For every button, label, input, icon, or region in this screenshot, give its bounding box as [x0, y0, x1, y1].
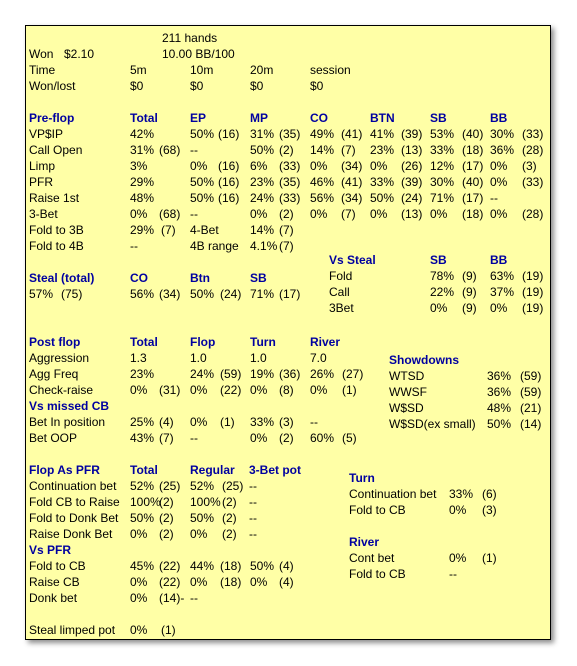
flop-pfr-cell: 0% [190, 527, 208, 541]
preflop-cell: 42% [130, 127, 155, 141]
preflop-cell: 14% [310, 143, 335, 157]
showdown-value: 36% [487, 385, 512, 399]
vs-steal-cell: (9) [462, 301, 477, 315]
preflop-cell: 0% [250, 207, 268, 221]
postflop-column-header: Flop [190, 335, 216, 349]
flop-pfr-cell: (2) [159, 511, 174, 525]
preflop-cell: 50% [190, 127, 215, 141]
postflop-cell: (36) [279, 367, 301, 381]
preflop-cell: 49% [310, 127, 335, 141]
showdown-value: 50% [487, 417, 512, 431]
preflop-cell: 24% [250, 191, 275, 205]
preflop-cell: 0% [370, 159, 388, 173]
preflop-cell: (2) [279, 143, 294, 157]
preflop-cell: 50% [190, 191, 215, 205]
postflop-cell: 0% [190, 383, 208, 397]
preflop-cell: (16) [218, 191, 240, 205]
preflop-cell: (28) [522, 207, 544, 221]
vs-pfr-cell: 44% [190, 559, 215, 573]
vs-pfr-row-label: Raise CB [29, 575, 80, 589]
preflop-cell: 56% [310, 191, 335, 205]
preflop-cell: (33) [522, 127, 544, 141]
preflop-cell: 0% [190, 159, 208, 173]
flop-pfr-cell: 100% [190, 495, 221, 509]
missed-cb-cell: 0% [190, 415, 208, 429]
vs-pfr-cell: (22) [159, 575, 181, 589]
vs-pfr-cell: (4) [279, 559, 294, 573]
preflop-cell: 23% [250, 175, 275, 189]
flop-pfr-cell: (2) [222, 511, 237, 525]
vs-pfr-cell: 0% [250, 575, 268, 589]
preflop-cell: 6% [250, 159, 268, 173]
preflop-cell: (34) [341, 191, 363, 205]
showdown-label: W$SD(ex small) [389, 417, 476, 431]
missed-cb-row-label: Bet OOP [29, 431, 78, 445]
preflop-cell: (7) [279, 223, 294, 237]
steal-limped-label: Steal limped pot [29, 623, 116, 637]
vs-steal-cell: 22% [430, 285, 455, 299]
vs-pfr-cell: (18) [220, 575, 242, 589]
preflop-cell: 0% [310, 207, 328, 221]
preflop-cell: -- [190, 143, 198, 157]
preflop-cell: (68) [159, 207, 181, 221]
preflop-cell: (13) [401, 143, 423, 157]
preflop-cell: 0% [490, 207, 508, 221]
wonlost-value: $0 [130, 79, 144, 93]
missed-cb-cell: (1) [220, 415, 235, 429]
vs-pfr-cell: 0% [130, 591, 148, 605]
preflop-cell: (3) [522, 159, 537, 173]
flop-pfr-row-label: Raise Donk Bet [29, 527, 113, 541]
preflop-cell: 30% [490, 127, 515, 141]
preflop-cell: (33) [279, 191, 301, 205]
turn-title: Turn [349, 471, 375, 485]
showdown-label: W$SD [389, 401, 424, 415]
missed-cb-cell: 60% [310, 431, 335, 445]
preflop-row-label: Raise 1st [29, 191, 80, 205]
flop-pfr-column-header: Total [130, 463, 158, 477]
preflop-cell: 31% [250, 127, 275, 141]
preflop-column-header: BB [490, 111, 508, 125]
turn-value: 0% [449, 503, 467, 517]
time-label: Time [29, 63, 56, 77]
postflop-row-label: Check-raise [29, 383, 94, 397]
preflop-row-label: Limp [29, 159, 56, 173]
postflop-cell: 26% [310, 367, 335, 381]
showdown-label: WWSF [389, 385, 427, 399]
preflop-cell: 30% [430, 175, 455, 189]
preflop-cell: 53% [430, 127, 455, 141]
showdown-count: (59) [520, 385, 542, 399]
vs-steal-column-header: BB [490, 253, 508, 267]
vs-pfr-cell: (22) [159, 559, 181, 573]
postflop-cell: (1) [342, 383, 357, 397]
preflop-cell: 0% [310, 159, 328, 173]
preflop-cell: -- [190, 207, 198, 221]
postflop-cell: 0% [250, 383, 268, 397]
flop-pfr-cell: 50% [190, 511, 215, 525]
missed-cb-row-label: Bet In position [29, 415, 106, 429]
preflop-cell: 0% [490, 175, 508, 189]
postflop-cell: 1.0 [250, 351, 267, 365]
showdown-value: 48% [487, 401, 512, 415]
flop-pfr-cell: (2) [222, 527, 237, 541]
postflop-cell: 1.0 [190, 351, 207, 365]
steal-cell: (34) [159, 287, 181, 301]
preflop-cell: 71% [430, 191, 455, 205]
postflop-column-header: Total [130, 335, 158, 349]
period-label: 5m [130, 63, 147, 77]
postflop-cell: 7.0 [310, 351, 327, 365]
river-count: (1) [482, 551, 497, 565]
preflop-column-header: CO [310, 111, 328, 125]
preflop-column-header: Total [130, 111, 158, 125]
preflop-cell: (7) [279, 239, 294, 253]
vs-steal-cell: 0% [490, 301, 508, 315]
postflop-row-label: Agg Freq [29, 367, 79, 381]
postflop-column-header: River [310, 335, 341, 349]
preflop-cell: 0% [490, 159, 508, 173]
postflop-cell: (59) [220, 367, 242, 381]
flop-pfr-cell: (2) [159, 495, 174, 509]
turn-count: (6) [482, 487, 497, 501]
preflop-cell: 4.1% [250, 239, 278, 253]
preflop-cell: 50% [190, 175, 215, 189]
preflop-column-header: MP [250, 111, 268, 125]
flop-pfr-cell: -- [249, 511, 257, 525]
steal-cell: (24) [220, 287, 242, 301]
vs-steal-cell: 0% [430, 301, 448, 315]
vs-steal-cell: (19) [522, 285, 544, 299]
river-value: 0% [449, 551, 467, 565]
postflop-cell: 19% [250, 367, 275, 381]
won-value: $2.10 [64, 47, 95, 61]
steal-total: 57% [29, 287, 54, 301]
preflop-column-header: BTN [370, 111, 395, 125]
preflop-cell: (26) [401, 159, 423, 173]
missed-cb-cell: (3) [279, 415, 294, 429]
preflop-cell: 33% [370, 175, 395, 189]
vs-steal-cell: 78% [430, 269, 455, 283]
preflop-cell: 50% [370, 191, 395, 205]
vs-steal-row-label: Call [329, 285, 350, 299]
preflop-cell: 0% [370, 207, 388, 221]
preflop-cell: (17) [462, 191, 484, 205]
vs-steal-row-label: 3Bet [329, 301, 354, 315]
showdown-count: (21) [520, 401, 542, 415]
river-value: -- [449, 567, 457, 581]
river-title: River [349, 535, 380, 549]
missed-cb-cell: (5) [342, 431, 357, 445]
flop-pfr-row-label: Fold to Donk Bet [29, 511, 119, 525]
preflop-cell: 0% [130, 207, 148, 221]
preflop-cell: 36% [490, 143, 515, 157]
flop-pfr-cell: 100% [130, 495, 161, 509]
preflop-cell: 48% [130, 191, 155, 205]
won-label: Won [29, 47, 54, 61]
preflop-cell: 3% [130, 159, 148, 173]
steal-column-header: Btn [190, 271, 210, 285]
vs-pfr-cell: 45% [130, 559, 155, 573]
vs-pfr-cell: 0% [190, 575, 208, 589]
wonlost-value: $0 [190, 79, 204, 93]
postflop-cell: (22) [220, 383, 242, 397]
missed-cb-cell: (4) [159, 415, 174, 429]
preflop-cell: (40) [462, 127, 484, 141]
preflop-cell: 50% [250, 143, 275, 157]
vs-missed-cb-title: Vs missed CB [29, 399, 110, 413]
missed-cb-cell: 33% [250, 415, 275, 429]
preflop-cell: 4B range [190, 239, 239, 253]
preflop-cell: (17) [462, 159, 484, 173]
preflop-row-label: PFR [29, 175, 53, 189]
preflop-cell: (33) [522, 175, 544, 189]
flop-pfr-cell: 52% [190, 479, 215, 493]
preflop-cell: (18) [462, 143, 484, 157]
missed-cb-cell: 43% [130, 431, 155, 445]
vs-steal-cell: 63% [490, 269, 515, 283]
vs-steal-cell: (19) [522, 301, 544, 315]
showdowns-title: Showdowns [389, 353, 459, 367]
missed-cb-cell: -- [190, 431, 198, 445]
preflop-cell: 23% [370, 143, 395, 157]
turn-row-label: Continuation bet [349, 487, 437, 501]
showdown-value: 36% [487, 369, 512, 383]
vs-pfr-title: Vs PFR [29, 543, 72, 557]
postflop-row-label: Aggression [29, 351, 90, 365]
postflop-cell: 0% [130, 383, 148, 397]
turn-count: (3) [482, 503, 497, 517]
preflop-cell: (40) [462, 175, 484, 189]
vs-steal-title: Vs Steal [329, 253, 376, 267]
preflop-cell: (41) [341, 127, 363, 141]
preflop-cell: 14% [250, 223, 275, 237]
preflop-cell: 33% [430, 143, 455, 157]
preflop-cell: (28) [522, 143, 544, 157]
preflop-cell: 29% [130, 175, 155, 189]
preflop-cell: (35) [279, 175, 301, 189]
preflop-cell: (33) [279, 159, 301, 173]
wonlost-value: $0 [250, 79, 264, 93]
vs-steal-cell: 37% [490, 285, 515, 299]
preflop-cell: (34) [341, 159, 363, 173]
postflop-title: Post flop [29, 335, 81, 349]
vs-steal-cell: (19) [522, 269, 544, 283]
vs-pfr-cell: 50% [250, 559, 275, 573]
missed-cb-cell: (7) [159, 431, 174, 445]
flop-pfr-row-label: Continuation bet [29, 479, 117, 493]
wonlost-value: $0 [310, 79, 324, 93]
vs-pfr-row-label: Fold to CB [29, 559, 86, 573]
flop-pfr-cell: (2) [159, 527, 174, 541]
preflop-cell: 4-Bet [190, 223, 219, 237]
vs-steal-column-header: SB [430, 253, 447, 267]
preflop-row-label: Fold to 3B [29, 223, 84, 237]
flop-pfr-column-header: Regular [190, 463, 235, 477]
preflop-cell: 46% [310, 175, 335, 189]
steal-cell: 71% [250, 287, 275, 301]
flop-pfr-cell: 50% [130, 511, 155, 525]
vs-pfr-cell: (14)- [159, 591, 185, 605]
preflop-cell: (18) [462, 207, 484, 221]
preflop-cell: (35) [279, 127, 301, 141]
preflop-cell: (16) [218, 175, 240, 189]
preflop-column-header: EP [190, 111, 207, 125]
preflop-row-label: VP$IP [29, 127, 64, 141]
vs-steal-cell: (9) [462, 285, 477, 299]
postflop-cell: 24% [190, 367, 215, 381]
postflop-column-header: Turn [250, 335, 276, 349]
preflop-row-label: Fold to 4B [29, 239, 84, 253]
preflop-column-header: SB [430, 111, 447, 125]
steal-column-header: SB [250, 271, 267, 285]
bb-per-100: 10.00 BB/100 [162, 47, 235, 61]
steal-limped-count: (1) [161, 623, 176, 637]
preflop-cell: (68) [159, 143, 181, 157]
preflop-cell: (7) [161, 223, 176, 237]
preflop-row-label: Call Open [29, 143, 83, 157]
postflop-cell: (31) [159, 383, 181, 397]
showdown-label: WTSD [389, 369, 425, 383]
vs-pfr-cell: (4) [279, 575, 294, 589]
postflop-cell: 23% [130, 367, 155, 381]
postflop-cell: (8) [279, 383, 294, 397]
steal-cell: (17) [279, 287, 301, 301]
missed-cb-cell: -- [310, 415, 318, 429]
preflop-cell: -- [130, 239, 138, 253]
preflop-cell: -- [490, 191, 498, 205]
preflop-cell: (13) [401, 207, 423, 221]
vs-pfr-row-label: Donk bet [29, 591, 78, 605]
preflop-cell: 0% [430, 207, 448, 221]
flop-pfr-cell: -- [249, 527, 257, 541]
flop-pfr-cell: -- [249, 495, 257, 509]
postflop-cell: 1.3 [130, 351, 147, 365]
flop-pfr-cell: 0% [130, 527, 148, 541]
flop-pfr-row-label: Fold CB to Raise [29, 495, 120, 509]
preflop-cell: (7) [341, 143, 356, 157]
river-row-label: Cont bet [349, 551, 395, 565]
turn-value: 33% [449, 487, 474, 501]
missed-cb-cell: (2) [279, 431, 294, 445]
flop-pfr-cell: -- [249, 479, 257, 493]
preflop-cell: (7) [341, 207, 356, 221]
steal-limped-value: 0% [130, 623, 148, 637]
vs-steal-cell: (9) [462, 269, 477, 283]
turn-row-label: Fold to CB [349, 503, 406, 517]
preflop-cell: (16) [218, 127, 240, 141]
preflop-row-label: 3-Bet [29, 207, 58, 221]
wonlost-label: Won/lost [29, 79, 76, 93]
vs-steal-row-label: Fold [329, 269, 353, 283]
flop-pfr-cell: (25) [222, 479, 244, 493]
missed-cb-cell: 25% [130, 415, 155, 429]
preflop-title: Pre-flop [29, 111, 75, 125]
period-label: session [310, 63, 351, 77]
preflop-cell: (41) [341, 175, 363, 189]
vs-pfr-cell: (18) [220, 559, 242, 573]
postflop-cell: 0% [310, 383, 328, 397]
preflop-cell: (39) [401, 175, 423, 189]
period-label: 10m [190, 63, 214, 77]
missed-cb-cell: 0% [250, 431, 268, 445]
flop-pfr-cell: 52% [130, 479, 155, 493]
flop-pfr-cell: (25) [159, 479, 181, 493]
preflop-cell: 41% [370, 127, 395, 141]
flop-pfr-column-header: 3-Bet pot [249, 463, 301, 477]
steal-title: Steal (total) [29, 271, 95, 285]
vs-pfr-cell: -- [190, 591, 198, 605]
steal-column-header: CO [130, 271, 148, 285]
period-label: 20m [250, 63, 274, 77]
showdown-count: (59) [520, 369, 542, 383]
postflop-cell: (27) [342, 367, 364, 381]
steal-total-count: (75) [61, 287, 83, 301]
steal-cell: 56% [130, 287, 155, 301]
preflop-cell: (2) [279, 207, 294, 221]
steal-cell: 50% [190, 287, 215, 301]
river-row-label: Fold to CB [349, 567, 406, 581]
stats-panel [25, 25, 551, 640]
preflop-cell: 29% [130, 223, 155, 237]
preflop-cell: (16) [218, 159, 240, 173]
preflop-cell: (39) [401, 127, 423, 141]
showdown-count: (14) [520, 417, 542, 431]
flop-as-pfr-title: Flop As PFR [29, 463, 100, 477]
vs-pfr-cell: 0% [130, 575, 148, 589]
hands-count: 211 hands [162, 31, 218, 45]
flop-pfr-cell: (2) [222, 495, 237, 509]
preflop-cell: (24) [401, 191, 423, 205]
preflop-cell: 12% [430, 159, 455, 173]
preflop-cell: 31% [130, 143, 155, 157]
